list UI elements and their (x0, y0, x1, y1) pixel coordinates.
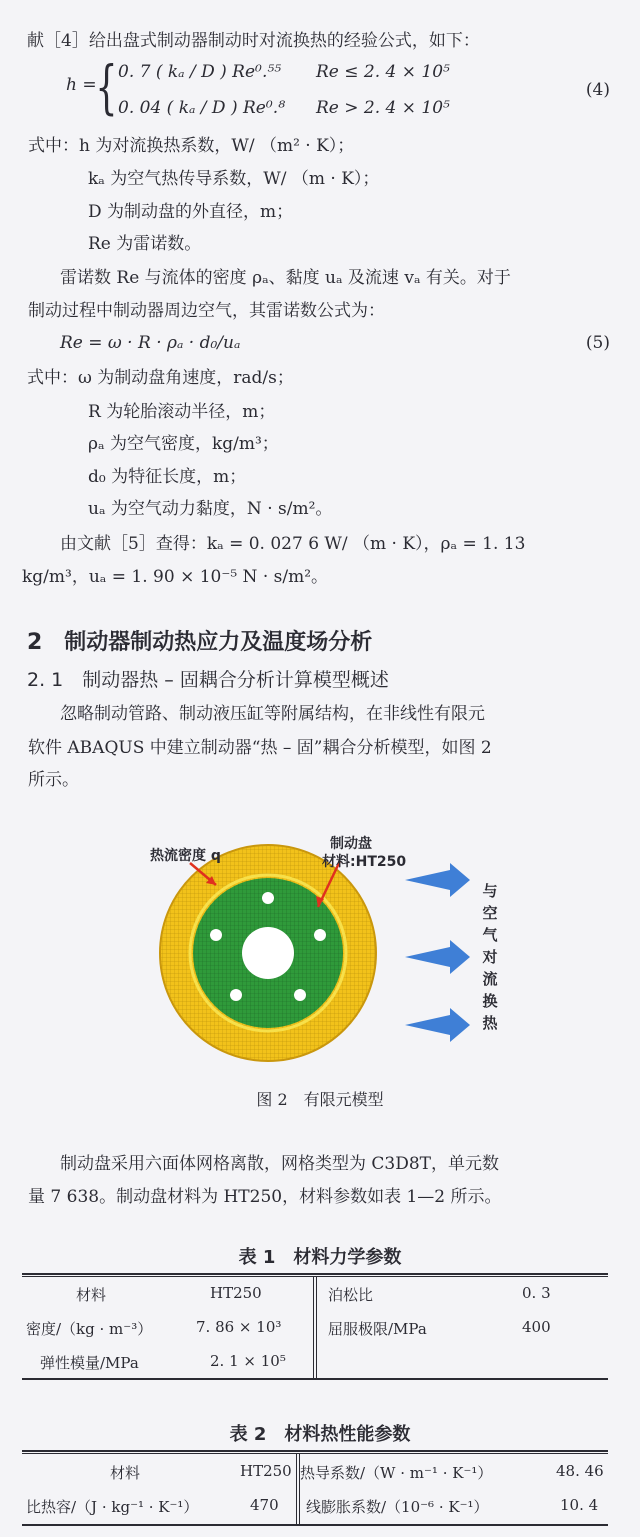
table-cell: 屈服极限/MPa (328, 1320, 427, 1338)
disc-center-hole (242, 927, 294, 979)
table-cell: 比热容/（J · kg⁻¹ · K⁻¹） (26, 1498, 199, 1516)
equation-number: (5) (585, 333, 610, 353)
figure-label-char: 对 (482, 948, 498, 966)
definition-line: D 为制动盘的外直径，m； (88, 202, 294, 222)
definition-line: d₀ 为特征长度，m； (88, 467, 247, 487)
table-cell: 热导系数/（W · m⁻¹ · K⁻¹） (300, 1464, 493, 1482)
table-cell: 泊松比 (328, 1286, 374, 1304)
definition-line: 式中：h 为对流换热系数，W/ （m² · K）； (28, 136, 355, 156)
paragraph-line: 软件 ABAQUS 中建立制动器“热 – 固”耦合分析模型，如图 2 (28, 738, 492, 758)
table-cell: 48. 46 (556, 1462, 604, 1480)
figure-label-disc: 制动盘 (330, 836, 372, 852)
equation-case-2: 0. 04 ( kₐ / D ) Re⁰․⁸ (118, 98, 286, 118)
figure-label-char: 空 (482, 904, 498, 922)
figure-caption: 图 2 有限元模型 (256, 1090, 384, 1109)
paragraph-line: 由文献［5］查得：kₐ = 0. 027 6 W/ （m · K），ρₐ = 1. 13 (60, 534, 526, 554)
table-cell: 材料 (76, 1286, 107, 1304)
table-cell: 10. 4 (560, 1496, 599, 1514)
paragraph-line: kg/m³，uₐ = 1. 90 × 10⁻⁵ N · s/m²。 (22, 567, 329, 587)
equation-case-2-condition: Re > 2. 4 × 10⁵ (316, 98, 450, 118)
table-2-caption: 表 2 材料热性能参数 (229, 1424, 411, 1445)
figure-label-char: 与 (482, 882, 498, 900)
table-cell: 材料 (110, 1464, 141, 1482)
paragraph-line: 制动盘采用六面体网格离散，网格类型为 C3D8T，单元数 (60, 1154, 500, 1174)
table-cell: 线膨胀系数/（10⁻⁶ · K⁻¹） (306, 1498, 489, 1516)
equation-5: Re = ω · R · ρₐ · d₀/uₐ (60, 333, 241, 353)
equation-case-1-condition: Re ≤ 2. 4 × 10⁵ (316, 62, 450, 82)
definition-line: kₐ 为空气热传导系数，W/ （m · K）； (88, 169, 380, 189)
paragraph-line: 雷诺数 Re 与流体的密度 ρₐ、黏度 uₐ 及流速 vₐ 有关。对于 (60, 268, 511, 288)
definition-line: ρₐ 为空气密度，kg/m³； (88, 434, 279, 454)
convection-arrow (405, 863, 470, 897)
figure-label-material: 材料:HT250 (322, 854, 407, 870)
definition-line: 式中：ω 为制动盘角速度，rad/s； (27, 368, 294, 388)
equation-lhs: h = (66, 75, 97, 95)
paragraph-line: 量 7 638。制动盘材料为 HT250，材料参数如表 1—2 所示。 (28, 1187, 502, 1207)
table-cell: 400 (522, 1318, 551, 1336)
figure-label-air-convection (478, 880, 502, 1034)
table-cell: 7. 86 × 10³ (196, 1318, 282, 1336)
paragraph-line: 所示。 (28, 770, 79, 790)
table-cell: 密度/（kg · m⁻³） (26, 1320, 153, 1338)
subsection-heading: 2. 1 制动器热 – 固耦合分析计算模型概述 (27, 669, 389, 691)
table-cell: 470 (250, 1496, 279, 1514)
table-cell: HT250 (210, 1284, 262, 1302)
table-cell: 2. 1 × 10⁵ (210, 1352, 286, 1370)
convection-arrow (405, 1008, 470, 1042)
paragraph-line: 制动过程中制动器周边空气，其雷诺数公式为： (28, 301, 385, 321)
figure-label-char: 热 (482, 1014, 498, 1032)
figure-label-char: 气 (482, 926, 498, 944)
figure-label-char: 流 (482, 970, 498, 988)
table-cell: HT250 (240, 1462, 292, 1480)
section-heading: 2 制动器制动热应力及温度场分析 (27, 630, 373, 655)
definition-line: uₐ 为空气动力黏度，N · s/m²。 (88, 499, 333, 519)
definition-line: Re 为雷诺数。 (88, 234, 202, 254)
equation-brace: { (95, 53, 118, 121)
table-cell: 弹性模量/MPa (40, 1354, 139, 1372)
figure-label-heat-flux: 热流密度 q (150, 848, 221, 864)
paragraph-line: 忽略制动管路、制动液压缸等附属结构，在非线性有限元 (60, 704, 485, 724)
table-1-caption: 表 1 材料力学参数 (238, 1247, 402, 1268)
definition-line: R 为轮胎滚动半径，m； (88, 402, 276, 422)
table-cell: 0. 3 (522, 1284, 551, 1302)
paragraph-line: 献［4］给出盘式制动器制动时对流换热的经验公式，如下： (27, 31, 480, 51)
figure-label-char: 换 (482, 992, 498, 1010)
equation-case-1: 0. 7 ( kₐ / D ) Re⁰․⁵⁵ (118, 62, 282, 82)
convection-arrow (405, 940, 470, 974)
equation-number: (4) (585, 80, 610, 100)
